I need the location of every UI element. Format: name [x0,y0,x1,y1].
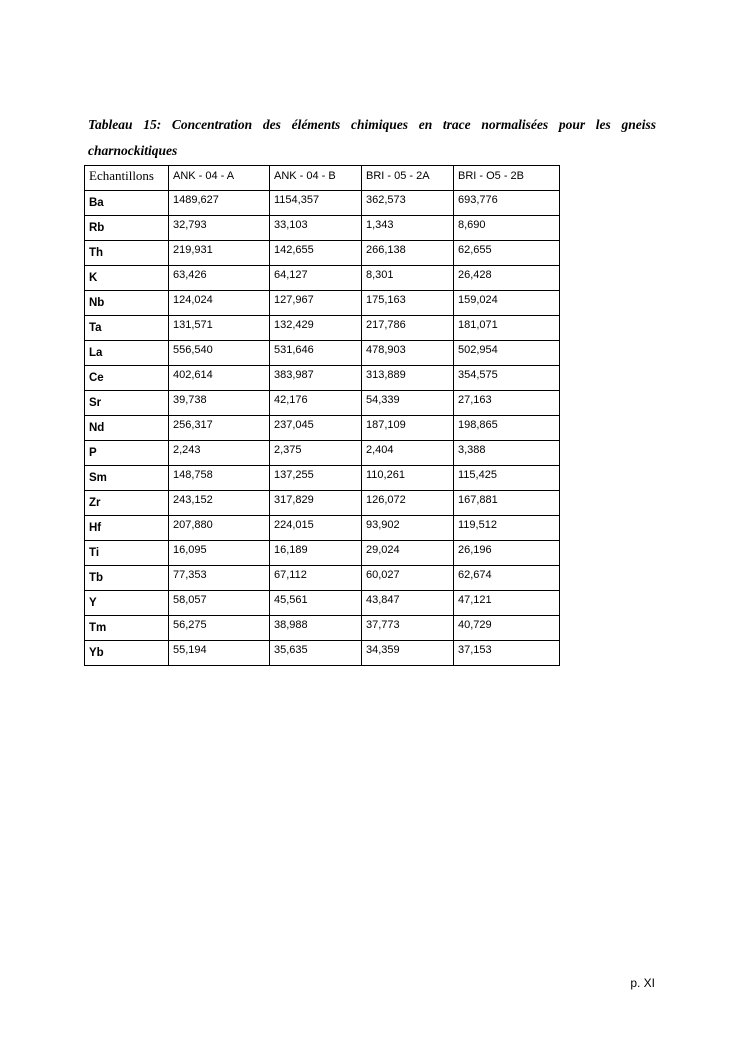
concentration-cell: 502,954 [454,341,560,366]
concentration-cell: 181,071 [454,316,560,341]
concentration-cell: 219,931 [169,241,270,266]
concentration-cell: 142,655 [270,241,362,266]
element-symbol-cell: Zr [85,491,169,516]
element-symbol-cell: P [85,441,169,466]
element-symbol-cell: Sr [85,391,169,416]
element-symbol-cell: K [85,266,169,291]
element-symbol-cell: Th [85,241,169,266]
concentration-cell: 37,153 [454,641,560,666]
concentration-cell: 207,880 [169,516,270,541]
concentration-cell: 132,429 [270,316,362,341]
concentration-cell: 167,881 [454,491,560,516]
concentration-cell: 110,261 [362,466,454,491]
concentration-cell: 43,847 [362,591,454,616]
concentration-cell: 198,865 [454,416,560,441]
table-row [85,591,560,616]
concentration-cell: 16,095 [169,541,270,566]
table-row [85,491,560,516]
concentration-cell: 175,163 [362,291,454,316]
element-symbol-cell: La [85,341,169,366]
concentration-cell: 237,045 [270,416,362,441]
concentration-cell: 256,317 [169,416,270,441]
concentration-cell: 693,776 [454,191,560,216]
header-bri-05-2b: BRI - O5 - 2B [454,166,560,191]
concentration-cell: 56,275 [169,616,270,641]
header-echantillons: Echantillons [85,166,169,191]
concentration-cell: 64,127 [270,266,362,291]
concentration-cell: 266,138 [362,241,454,266]
table-row [85,416,560,441]
concentration-cell: 3,388 [454,441,560,466]
table-row [85,191,560,216]
table-row [85,341,560,366]
concentration-cell: 313,889 [362,366,454,391]
table-row [85,516,560,541]
concentration-cell: 383,987 [270,366,362,391]
concentration-cell: 34,359 [362,641,454,666]
concentration-cell: 124,024 [169,291,270,316]
element-symbol-cell: Ta [85,316,169,341]
trace-elements-table [84,165,560,666]
concentration-cell: 354,575 [454,366,560,391]
concentration-cell: 77,353 [169,566,270,591]
concentration-cell: 62,674 [454,566,560,591]
element-symbol-cell: Yb [85,641,169,666]
concentration-cell: 1,343 [362,216,454,241]
concentration-cell: 402,614 [169,366,270,391]
concentration-cell: 1154,357 [270,191,362,216]
element-symbol-cell: Nd [85,416,169,441]
table-row [85,266,560,291]
header-ank-04-a: ANK - 04 - A [169,166,270,191]
concentration-cell: 45,561 [270,591,362,616]
concentration-cell: 27,163 [454,391,560,416]
concentration-cell: 39,738 [169,391,270,416]
concentration-cell: 2,404 [362,441,454,466]
element-symbol-cell: Ti [85,541,169,566]
concentration-cell: 478,903 [362,341,454,366]
element-symbol-cell: Sm [85,466,169,491]
concentration-cell: 115,425 [454,466,560,491]
concentration-cell: 217,786 [362,316,454,341]
element-symbol-cell: Rb [85,216,169,241]
header-ank-04-b: ANK - 04 - B [270,166,362,191]
table-row [85,466,560,491]
concentration-cell: 55,194 [169,641,270,666]
concentration-cell: 67,112 [270,566,362,591]
concentration-cell: 2,243 [169,441,270,466]
element-symbol-cell: Tb [85,566,169,591]
table-row [85,216,560,241]
concentration-cell: 126,072 [362,491,454,516]
element-symbol-cell: Ba [85,191,169,216]
concentration-cell: 243,152 [169,491,270,516]
concentration-cell: 187,109 [362,416,454,441]
header-bri-05-2a: BRI - 05 - 2A [362,166,454,191]
table-row [85,541,560,566]
concentration-cell: 62,655 [454,241,560,266]
concentration-cell: 224,015 [270,516,362,541]
element-symbol-cell: Tm [85,616,169,641]
table-row [85,441,560,466]
concentration-cell: 8,301 [362,266,454,291]
concentration-cell: 137,255 [270,466,362,491]
element-symbol-cell: Nb [85,291,169,316]
concentration-cell: 26,196 [454,541,560,566]
concentration-cell: 60,027 [362,566,454,591]
concentration-cell: 29,024 [362,541,454,566]
concentration-cell: 127,967 [270,291,362,316]
concentration-cell: 317,829 [270,491,362,516]
element-symbol-cell: Y [85,591,169,616]
concentration-cell: 37,773 [362,616,454,641]
page-number: p. XI [630,976,655,990]
concentration-cell: 47,121 [454,591,560,616]
concentration-cell: 42,176 [270,391,362,416]
concentration-cell: 119,512 [454,516,560,541]
table-row [85,366,560,391]
concentration-cell: 40,729 [454,616,560,641]
table-row [85,291,560,316]
concentration-cell: 38,988 [270,616,362,641]
concentration-cell: 63,426 [169,266,270,291]
table-header-row [85,166,560,191]
concentration-cell: 93,902 [362,516,454,541]
element-symbol-cell: Ce [85,366,169,391]
table-row [85,391,560,416]
table-row [85,241,560,266]
concentration-cell: 2,375 [270,441,362,466]
concentration-cell: 8,690 [454,216,560,241]
table-row [85,566,560,591]
concentration-cell: 531,646 [270,341,362,366]
concentration-cell: 16,189 [270,541,362,566]
concentration-cell: 131,571 [169,316,270,341]
concentration-cell: 32,793 [169,216,270,241]
element-symbol-cell: Hf [85,516,169,541]
concentration-cell: 58,057 [169,591,270,616]
concentration-cell: 35,635 [270,641,362,666]
concentration-cell: 54,339 [362,391,454,416]
table-row [85,641,560,666]
concentration-cell: 26,428 [454,266,560,291]
table-row [85,316,560,341]
concentration-cell: 1489,627 [169,191,270,216]
concentration-cell: 33,103 [270,216,362,241]
concentration-cell: 362,573 [362,191,454,216]
concentration-cell: 148,758 [169,466,270,491]
table-row [85,616,560,641]
table-caption: Tableau 15: Concentration des éléments chimiques en trace normalisées pour les gneiss charnockitiques [88,117,656,158]
concentration-cell: 159,024 [454,291,560,316]
concentration-cell: 556,540 [169,341,270,366]
